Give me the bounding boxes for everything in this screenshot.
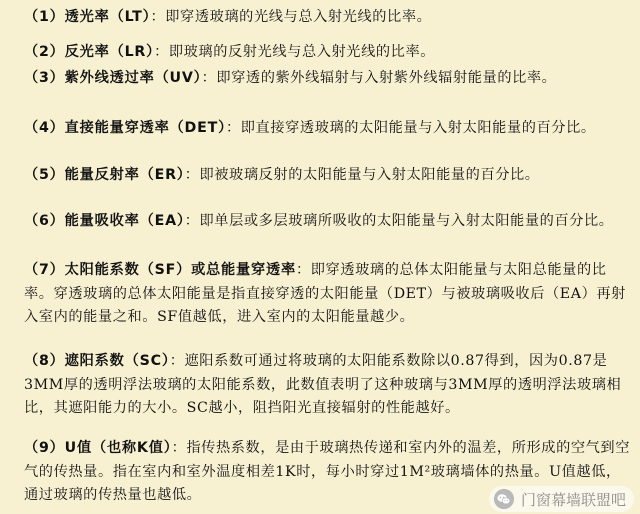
term-u: （9）U值（也称K值） (24, 440, 172, 456)
term-lt: （1）透光率（LT） (24, 9, 151, 25)
definition-er: ：即被玻璃反射的太阳能量与入射太阳能量的百分比。 (184, 167, 540, 183)
definition-uv: ：即穿透的紫外线辐射与入射紫外线辐射能量的比率。 (201, 70, 557, 86)
term-sc: （8）遮阳系数（SC） (24, 353, 170, 369)
term-ea: （6）能量吸收率（EA） (24, 213, 185, 229)
definition-item-sc (24, 350, 630, 421)
definition-item-det (24, 117, 630, 141)
definition-item-uv (24, 67, 630, 91)
definition-lr: ：即玻璃的反射光线与总入射光线的比率。 (154, 44, 436, 60)
definition-sf: ：即穿透玻璃的总体太阳能量与太阳总能量的比率。穿透玻璃的总体太阳能量是指直接穿透的太阳能量（DET）与被玻璃吸收后（EA）再射入室内的能量之和。SF值越低，进入室内的太阳能量越少。 (24, 262, 626, 325)
term-uv: （3）紫外线透过率（UV） (24, 70, 202, 86)
watermark (489, 486, 634, 512)
definition-item-lr (24, 41, 630, 65)
term-er: （5）能量反射率（ER） (24, 167, 185, 183)
term-sf: （7）太阳能系数（SF）或总能量穿透率 (24, 262, 296, 278)
definition-item-ea (24, 210, 630, 234)
definition-sc: ：遮阳系数可通过将玻璃的太阳能系数除以0.87得到，因为0.87是3MM厚的透明浮法玻璃的太阳能系数，此数值表明了这种玻璃与3MM厚的透明浮法玻璃相比，其遮阳能力的大小。SC越小，阻挡阳光直接辐射的性能越好。 (24, 353, 622, 416)
definition-lt: ：即穿透玻璃的光线与总入射光线的比率。 (150, 9, 432, 25)
definition-item-lt (24, 6, 630, 30)
watermark-text: 门窗幕墙联盟吧 (520, 490, 626, 509)
term-lr: （2）反光率（LR） (24, 44, 155, 60)
term-det: （4）直接能量穿透率（DET） (24, 120, 226, 136)
definition-det: ：即直接穿透玻璃的太阳能量与入射太阳能量的百分比。 (225, 120, 596, 136)
definition-item-sf (24, 259, 630, 330)
definition-item-er (24, 164, 630, 188)
definition-ea: ：即单层或多层玻璃所吸收的太阳能量与入射太阳能量的百分比。 (184, 213, 614, 229)
definition-u: ：指传热系数，是由于玻璃热传递和室内外的温差，所形成的空气到空气的传热量。指在室内和室外温度相差1K时，每小时穿过1M²玻璃墙体的热量。U值越低，通过玻璃的传热量也越低。 (24, 440, 631, 503)
wechat-icon (493, 488, 515, 510)
